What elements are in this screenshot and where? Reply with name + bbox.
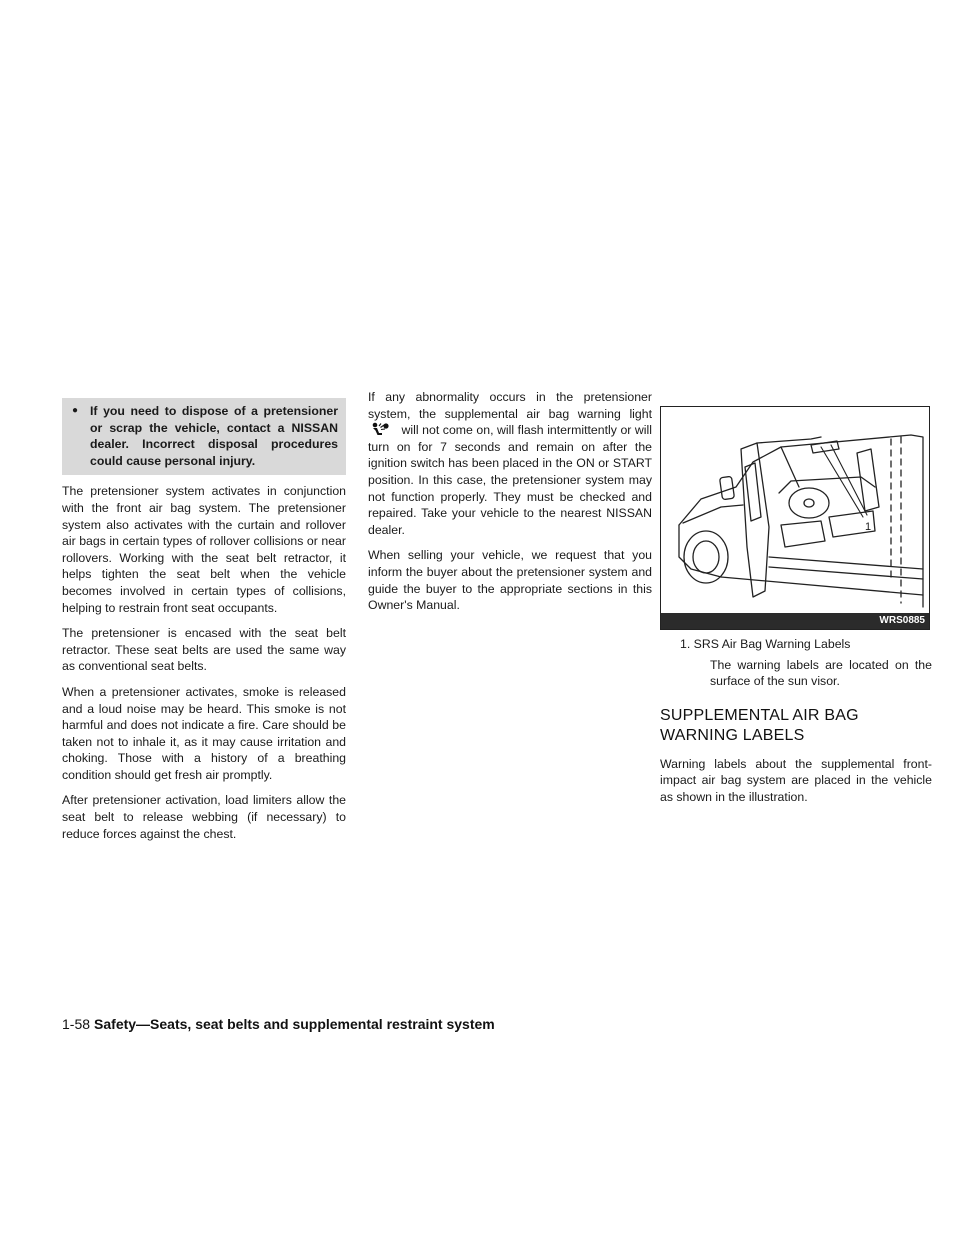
paragraph: When selling your vehicle, we request that you inform the buyer about the pretensioner system and guide the buyer to the appropriate sections in this Owner's Manual.: [368, 548, 652, 613]
page-number: 1-58: [62, 1016, 91, 1032]
figure-code: WRS0885: [661, 613, 929, 629]
bullet-icon: ●: [72, 405, 79, 416]
legend-description: The warning labels are located on the surface of the sun visor.: [710, 657, 932, 689]
paragraph: After pretensioner activation, load limiters allow the seat belt to release webbing (if necessary) to reduce forces against the chest.: [62, 793, 346, 841]
column-3: [660, 406, 932, 806]
paragraph-text-end: will not come on, will flash intermittently or will turn on for 7 seconds and remain on after the ignition switch has been placed in the ON or START position. In this case, the pretensioner system may not function properly. They must be checked and repaired. Take your vehicle to the nearest NISSAN dealer.: [368, 423, 652, 537]
vehicle-drawing-icon: [661, 407, 931, 615]
section-title-line-1: SUPPLEMENTAL AIR BAG: [660, 706, 859, 724]
figure-callout: 1: [865, 521, 872, 533]
paragraph: Warning labels about the supplemental front-impact air bag system are placed in the vehicle as shown in the illustration.: [660, 756, 932, 804]
airbag-warning-light-icon: [370, 422, 392, 436]
paragraph: The pretensioner system activates in conjunction with the front air bag system. The pretensioner system also activates with the curtain and rollover air bags in certain types of rollover collisions or near rollovers. Working with the seat belt retractor, it helps tighten the seat belt when the vehicle becomes involved in certain types of collisions, helping to restrain front seat occupants.: [62, 484, 346, 615]
page-footer: [62, 1016, 495, 1032]
section-title: [660, 706, 932, 746]
paragraph: When a pretensioner activates, smoke is released and a loud noise may be heard. This smoke is not harmful and does not indicate a fire. Care should be taken not to inhale it, as it may cause irritation and choking. Those with a history of a breathing condition should get fresh air promptly.: [62, 684, 346, 782]
legend-item: 1. SRS Air Bag Warning Labels: [680, 637, 851, 651]
figure-legend: [680, 636, 932, 690]
paragraph-warning-light: [368, 389, 652, 538]
vehicle-illustration: [660, 406, 930, 630]
column-2: [368, 389, 652, 623]
paragraph: The pretensioner is encased with the seat belt retractor. These seat belts are used the same way as conventional seat belts.: [62, 626, 346, 674]
section-title-line-2: WARNING LABELS: [660, 726, 805, 744]
footer-section-title: Safety—Seats, seat belts and supplemental restraint system: [94, 1016, 495, 1032]
warning-text: If you need to dispose of a pretensioner or scrap the vehicle, contact a NISSAN dealer. Incorrect disposal procedures could cause personal injury.: [90, 404, 338, 468]
paragraph-text-start: If any abnormality occurs in the pretensioner system, the supplemental air bag warning light: [368, 390, 652, 421]
warning-box: [62, 398, 346, 475]
column-1: [62, 398, 346, 851]
